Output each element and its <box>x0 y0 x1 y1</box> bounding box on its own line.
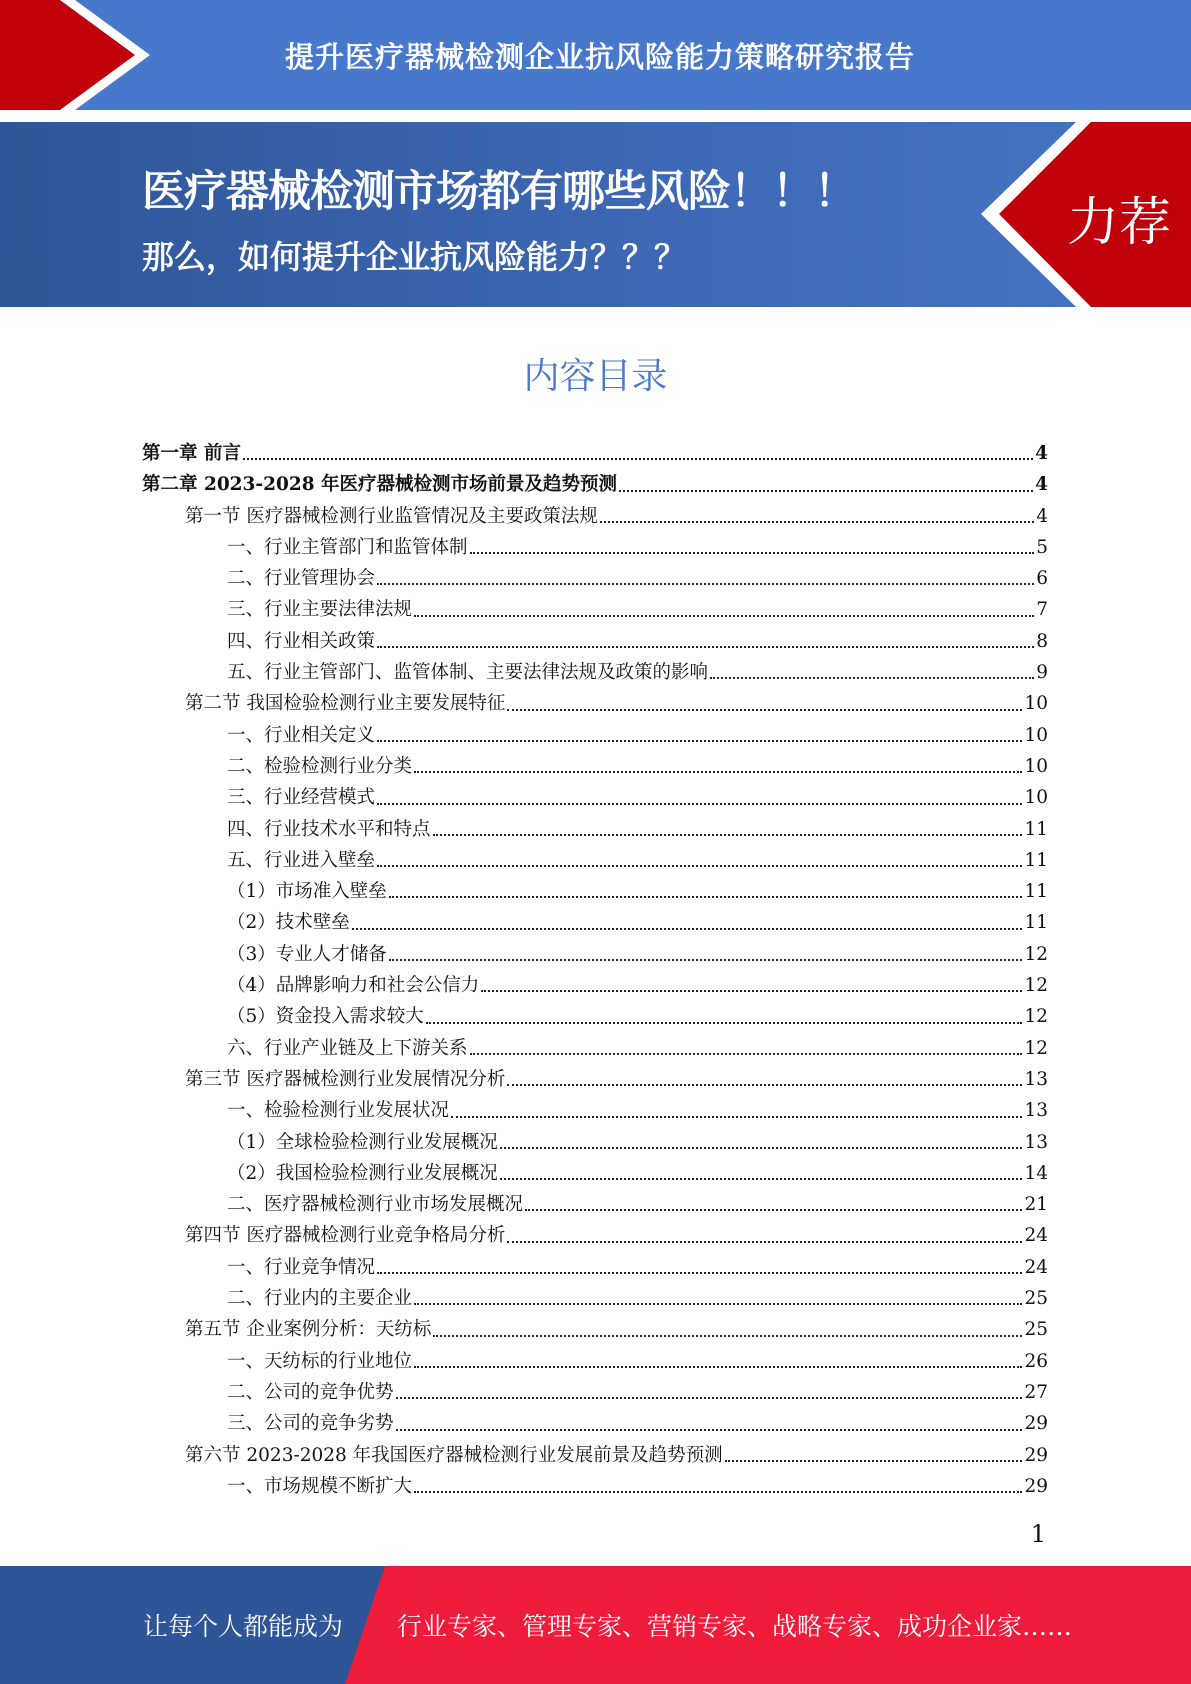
toc-entry-title: （4）品牌影响力和社会公信力 <box>227 975 480 997</box>
toc-entry-title: 三、行业主要法律法规 <box>227 599 413 621</box>
toc-dot-leader <box>414 615 1034 617</box>
toc-entry-page: 29 <box>1024 1475 1048 1497</box>
toc-dot-leader <box>377 583 1034 585</box>
toc-dot-leader <box>389 896 1023 898</box>
toc-dot-leader <box>525 1209 1022 1211</box>
toc-entry-page: 9 <box>1036 662 1048 684</box>
toc-dot-leader <box>377 646 1034 648</box>
toc-entry-title: 五、行业进入壁垒 <box>227 849 376 871</box>
toc-entry-title: （1）市场准入壁垒 <box>227 881 387 903</box>
toc-entry[interactable] <box>142 563 1048 594</box>
toc-entry-title: 二、行业内的主要企业 <box>227 1288 413 1310</box>
toc-dot-leader <box>389 959 1023 961</box>
toc-entry[interactable] <box>142 1408 1048 1439</box>
toc-entry-page: 27 <box>1024 1381 1048 1403</box>
toc-dot-leader <box>725 1460 1023 1462</box>
toc-entry-page: 8 <box>1036 630 1048 652</box>
toc-entry-title: （3）专业人才储备 <box>227 943 387 965</box>
banner-subheadline: 那么，如何提升企业抗风险能力？？？ <box>142 238 687 276</box>
toc-entry-page: 29 <box>1024 1444 1048 1466</box>
toc-dot-leader <box>377 865 1022 867</box>
toc-entry-page: 4 <box>1035 443 1048 464</box>
toc-entry-title: （2）我国检验检测行业发展概况 <box>227 1162 498 1184</box>
table-of-contents <box>142 438 1048 1502</box>
toc-dot-leader <box>414 771 1022 773</box>
toc-entry-page: 11 <box>1024 818 1048 840</box>
toc-entry[interactable] <box>142 1001 1048 1032</box>
toc-entry[interactable] <box>142 1471 1048 1502</box>
toc-entry-title: 第六节 2023-2028 年我国医疗器械检测行业发展前景及趋势预测 <box>185 1444 723 1466</box>
toc-entry[interactable] <box>142 1064 1048 1095</box>
toc-entry-title: 三、公司的竞争劣势 <box>227 1413 394 1435</box>
toc-dot-leader <box>470 552 1035 554</box>
toc-heading: 内容目录 <box>523 356 668 397</box>
toc-entry-page: 12 <box>1024 943 1048 965</box>
toc-dot-leader <box>500 1147 1023 1149</box>
top-header-bar <box>0 0 1191 110</box>
toc-entry-page: 13 <box>1024 1068 1048 1090</box>
toc-entry[interactable] <box>142 1346 1048 1377</box>
toc-entry-page: 14 <box>1024 1162 1048 1184</box>
toc-entry[interactable] <box>142 1158 1048 1189</box>
toc-dot-leader <box>396 1397 1023 1399</box>
header-arrow-decoration <box>0 0 160 110</box>
toc-entry-title: 二、检验检测行业分类 <box>227 755 413 777</box>
toc-entry-title: 一、检验检测行业发展状况 <box>227 1100 450 1122</box>
toc-dot-leader <box>507 1084 1022 1086</box>
toc-entry-page: 29 <box>1024 1413 1048 1435</box>
toc-entry-title: 二、医疗器械检测行业市场发展概况 <box>227 1194 524 1216</box>
toc-entry[interactable] <box>142 1283 1048 1314</box>
toc-entry-page: 12 <box>1024 1037 1048 1059</box>
toc-dot-leader <box>396 1429 1023 1431</box>
banner-headline: 医疗器械检测市场都有哪些风险！！！ <box>142 167 856 217</box>
toc-entry-title: 五、行业主管部门、监管体制、主要法律法规及政策的影响 <box>227 662 709 684</box>
toc-dot-leader <box>507 1241 1022 1243</box>
toc-entry-title: 一、行业相关定义 <box>227 724 376 746</box>
toc-dot-leader <box>243 458 1033 460</box>
toc-entry[interactable] <box>142 720 1048 751</box>
toc-entry-title: 第五节 企业案例分析：天纺标 <box>185 1319 432 1341</box>
toc-dot-leader <box>414 1366 1022 1368</box>
toc-dot-leader <box>470 1053 1023 1055</box>
footer-slogan-right: 行业专家、管理专家、营销专家、战略专家、成功企业家…… <box>397 1612 1073 1641</box>
toc-dot-leader <box>710 677 1034 679</box>
toc-entry-page: 7 <box>1036 599 1048 621</box>
toc-dot-leader <box>433 834 1023 836</box>
toc-entry-page: 25 <box>1024 1319 1048 1341</box>
toc-entry[interactable] <box>142 845 1048 876</box>
toc-entry[interactable] <box>142 594 1048 625</box>
toc-dot-leader <box>433 1335 1022 1337</box>
toc-entry-page: 12 <box>1024 1006 1048 1028</box>
toc-entry-title: 一、行业竞争情况 <box>227 1256 376 1278</box>
toc-entry-page: 4 <box>1035 474 1048 496</box>
toc-entry[interactable] <box>142 1440 1048 1471</box>
toc-entry[interactable] <box>142 688 1048 719</box>
toc-entry-title: 第一章 前言 <box>142 443 241 464</box>
toc-entry-title: 四、行业技术水平和特点 <box>227 818 431 840</box>
toc-entry-page: 11 <box>1024 912 1048 934</box>
toc-entry-title: 一、行业主管部门和监管体制 <box>227 536 468 558</box>
toc-dot-leader <box>377 1272 1022 1274</box>
toc-entry[interactable] <box>142 1189 1048 1220</box>
toc-entry[interactable] <box>142 751 1048 782</box>
hero-banner <box>0 122 1191 307</box>
toc-entry-page: 10 <box>1024 755 1048 777</box>
toc-entry[interactable] <box>142 876 1048 907</box>
toc-entry[interactable] <box>142 907 1048 938</box>
toc-entry-page: 24 <box>1024 1256 1048 1278</box>
toc-entry-page: 4 <box>1036 505 1048 527</box>
toc-entry-page: 12 <box>1024 975 1048 997</box>
toc-entry-title: 第二章 2023-2028 年医疗器械检测市场前景及趋势预测 <box>142 474 618 496</box>
toc-dot-leader <box>426 1022 1023 1024</box>
toc-entry[interactable] <box>142 1377 1048 1408</box>
toc-entry-title: 第三节 医疗器械检测行业发展情况分析 <box>185 1068 506 1090</box>
toc-entry-page: 25 <box>1024 1288 1048 1310</box>
toc-entry-page: 26 <box>1024 1350 1048 1372</box>
toc-entry-title: 二、公司的竞争优势 <box>227 1381 394 1403</box>
toc-entry-page: 11 <box>1024 849 1048 871</box>
toc-entry-page: 10 <box>1024 787 1048 809</box>
toc-entry[interactable] <box>142 1033 1048 1064</box>
toc-entry[interactable] <box>142 657 1048 688</box>
toc-entry-title: （1）全球检验检测行业发展概况 <box>227 1131 498 1153</box>
toc-entry-page: 10 <box>1024 693 1048 715</box>
toc-entry[interactable] <box>142 1127 1048 1158</box>
toc-entry[interactable] <box>142 782 1048 813</box>
toc-entry-page: 6 <box>1036 568 1048 590</box>
toc-entry[interactable] <box>142 1314 1048 1345</box>
toc-entry-title: 第一节 医疗器械检测行业监管情况及主要政策法规 <box>185 505 598 527</box>
toc-entry-page: 13 <box>1024 1131 1048 1153</box>
toc-entry-title: 三、行业经营模式 <box>227 787 376 809</box>
toc-dot-leader <box>377 803 1022 805</box>
toc-dot-leader <box>377 740 1022 742</box>
toc-entry-title: （5）资金投入需求较大 <box>227 1006 424 1028</box>
toc-entry[interactable] <box>142 814 1048 845</box>
footer-bar <box>0 1566 1191 1684</box>
toc-dot-leader <box>600 521 1034 523</box>
toc-dot-leader <box>451 1116 1022 1118</box>
toc-entry-page: 13 <box>1024 1100 1048 1122</box>
toc-entry[interactable] <box>142 970 1048 1001</box>
toc-entry[interactable] <box>142 469 1048 500</box>
toc-entry-page: 5 <box>1036 536 1048 558</box>
toc-entry-page: 21 <box>1024 1194 1048 1216</box>
page-number: 1 <box>1030 1520 1046 1548</box>
toc-entry[interactable] <box>142 1252 1048 1283</box>
toc-entry[interactable] <box>142 626 1048 657</box>
toc-dot-leader <box>500 1178 1023 1180</box>
toc-entry-title: 第四节 医疗器械检测行业竞争格局分析 <box>185 1225 506 1247</box>
toc-dot-leader <box>619 490 1033 492</box>
toc-dot-leader <box>414 1303 1022 1305</box>
toc-entry-title: 二、行业管理协会 <box>227 568 376 590</box>
toc-entry-title: 一、市场规模不断扩大 <box>227 1475 413 1497</box>
toc-entry-title: 一、天纺标的行业地位 <box>227 1350 413 1372</box>
toc-entry-title: 第二节 我国检验检测行业主要发展特征 <box>185 693 506 715</box>
toc-entry[interactable] <box>142 532 1048 563</box>
recommend-badge-label: 力荐 <box>1066 193 1171 253</box>
toc-entry[interactable] <box>142 939 1048 970</box>
toc-entry-title: （2）技术壁垒 <box>227 912 350 934</box>
toc-entry-page: 10 <box>1024 724 1048 746</box>
toc-entry[interactable] <box>142 1220 1048 1251</box>
toc-entry[interactable] <box>142 501 1048 532</box>
toc-dot-leader <box>414 1491 1022 1493</box>
toc-entry-title: 四、行业相关政策 <box>227 630 376 652</box>
toc-entry-title: 六、行业产业链及上下游关系 <box>227 1037 468 1059</box>
toc-dot-leader <box>352 928 1023 930</box>
report-title: 提升医疗器械检测企业抗风险能力策略研究报告 <box>284 39 915 74</box>
toc-entry[interactable] <box>142 438 1048 469</box>
toc-dot-leader <box>507 709 1022 711</box>
toc-dot-leader <box>481 990 1022 992</box>
toc-entry-page: 24 <box>1024 1225 1048 1247</box>
toc-entry[interactable] <box>142 1095 1048 1126</box>
toc-entry-page: 11 <box>1024 881 1048 903</box>
footer-slogan-left: 让每个人都能成为 <box>143 1612 344 1641</box>
